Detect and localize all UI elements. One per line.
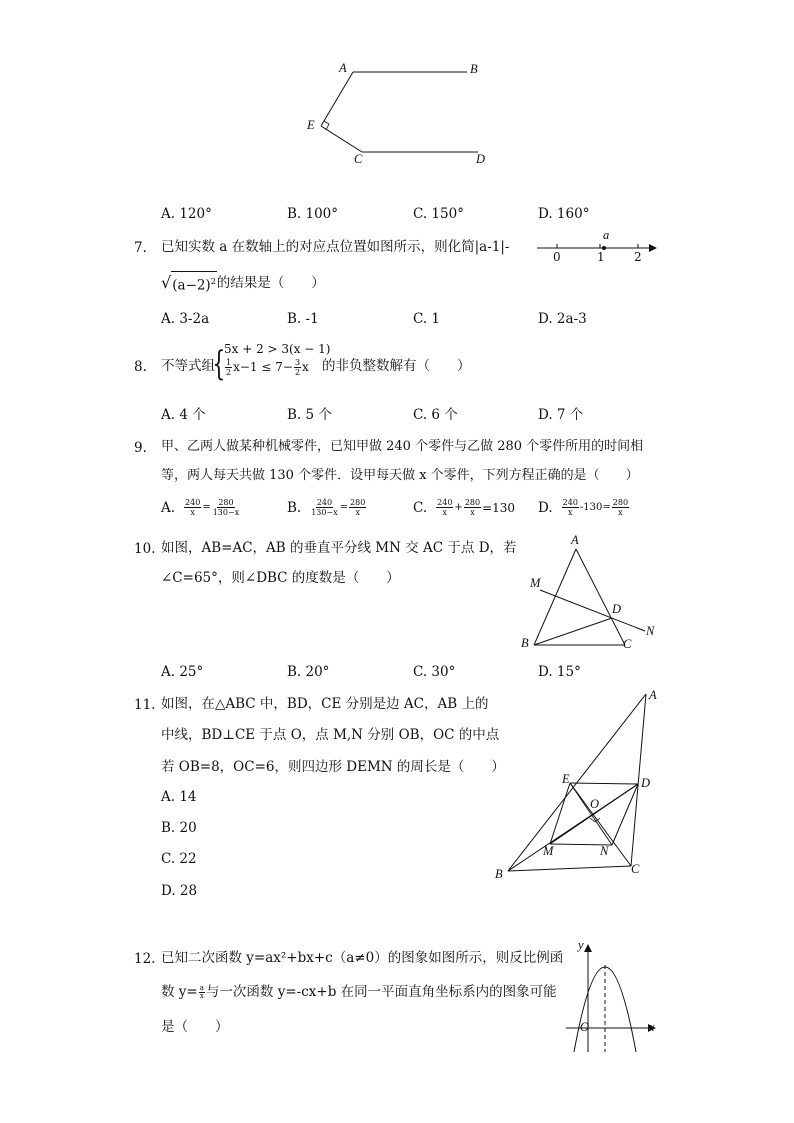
q10-label-N: N <box>646 624 655 638</box>
q12-label-x: x <box>649 1020 655 1034</box>
q7-number: 7. <box>134 240 147 256</box>
q11-line3: 若 OB=8，OC=6，则四边形 DEMN 的周长是（ ） <box>161 759 505 775</box>
q11-option-c[interactable]: C. 22 <box>161 851 197 867</box>
brace-icon: { <box>212 344 226 384</box>
q12-line3: 是（ ） <box>161 1019 229 1035</box>
q9-line1: 甲、乙两人做某种机械零件，已知甲做 240 个零件与乙做 280 个零件所用的时间相 <box>161 439 644 454</box>
q7-tick-0: 0 <box>553 250 561 264</box>
q7-line1: 已知实数 a 在数轴上的对应点位置如图所示，则化简|a-1|- <box>161 239 510 255</box>
label-B: B <box>470 62 478 76</box>
q10-label-A: A <box>571 533 579 547</box>
q11-line2: 中线，BD⊥CE 于点 O，点 M,N 分别 OB，OC 的中点 <box>161 727 500 743</box>
q9-option-b[interactable]: B. $\frac{240}{130-x}$ = $\frac{280}{x}$ <box>287 498 366 517</box>
q11-line1: 如图，在△ABC 中，BD，CE 分别是边 AC，AB 上的 <box>161 696 489 712</box>
q12-line1: 已知二次函数 y=ax²+bx+c（a≠0）的图象如图所示，则反比例函 <box>161 950 564 966</box>
q8-number: 8. <box>134 359 147 375</box>
q11-number: 11. <box>134 697 156 713</box>
q8-ineq2: $\frac{1}{2}$ x−1 ≤ 7− $\frac{3}{2}$ x <box>226 358 309 377</box>
q7-tick-1: 1 <box>597 250 605 264</box>
q6-option-d[interactable]: D. 160° <box>538 206 590 222</box>
q9-option-a[interactable]: A. $\frac{240}{x}$ = $\frac{280}{130-x}$ <box>161 498 240 517</box>
q12-number: 12. <box>134 951 156 967</box>
label-E: E <box>307 118 315 132</box>
q7-option-c[interactable]: C. 1 <box>413 311 441 327</box>
q9-number: 9. <box>134 440 147 456</box>
q9-option-c[interactable]: C. $\frac{240}{x}$ + $\frac{280}{x}$ =130 <box>413 498 516 517</box>
q11-label-A: A <box>649 688 657 702</box>
q10-line1: 如图，AB=AC，AB 的垂直平分线 MN 交 AC 于点 D，若 <box>161 540 517 556</box>
q11-label-M: M <box>543 844 554 858</box>
q6-option-a[interactable]: A. 120° <box>161 206 212 222</box>
q10-number: 10. <box>134 541 156 557</box>
q7-line2-suffix: 的结果是（ ） <box>216 275 325 292</box>
q8-prefix: 不等式组 <box>161 358 215 374</box>
q11-label-O: O <box>590 797 600 811</box>
q8-option-d[interactable]: D. 7 个 <box>538 407 584 423</box>
q11-option-b[interactable]: B. 20 <box>161 820 197 836</box>
q10-label-M: M <box>530 576 541 590</box>
q9-line2: 等，两人每天共做 130 个零件．设甲每天做 x 个零件，下列方程正确的是（ ） <box>161 468 639 483</box>
q10-label-C: C <box>623 637 632 651</box>
q10-label-B: B <box>521 636 529 650</box>
q7-tick-2: 2 <box>634 250 642 264</box>
q8-suffix: 的非负整数解有（ ） <box>322 358 471 374</box>
q7-radical: $(a-2)^2$ <box>171 271 217 296</box>
q12-label-O: O <box>580 1020 590 1034</box>
q10-label-D: D <box>612 602 622 616</box>
label-A: A <box>339 61 347 75</box>
q7-option-d[interactable]: D. 2a-3 <box>538 311 587 327</box>
q11-label-N: N <box>600 844 609 858</box>
q10-option-d[interactable]: D. 15° <box>538 664 581 680</box>
q6-option-b[interactable]: B. 100° <box>287 206 339 222</box>
q8-option-c[interactable]: C. 6 个 <box>413 407 458 423</box>
q6-option-c[interactable]: C. 150° <box>413 206 464 222</box>
q8-ineq1: 5x + 2 > 3(x − 1) <box>224 342 331 356</box>
label-C: C <box>354 152 363 166</box>
q12-line2: 数 y= $\frac{a}{x}$ 与一次函数 y=-cx+b 在同一平面直角坐标系内的图象可能 <box>161 983 557 1000</box>
q11-label-C: C <box>631 862 640 876</box>
q10-line2: ∠C=65°，则∠DBC 的度数是（ ） <box>161 570 400 586</box>
q12-label-y: y <box>578 938 584 952</box>
q8-option-b[interactable]: B. 5 个 <box>287 407 332 423</box>
q7-option-b[interactable]: B. -1 <box>287 311 319 327</box>
q7-option-a[interactable]: A. 3-2a <box>161 311 210 327</box>
q8-option-a[interactable]: A. 4 个 <box>161 407 206 423</box>
q11-label-E: E <box>562 772 570 786</box>
label-D: D <box>476 152 486 166</box>
q10-option-b[interactable]: B. 20° <box>287 664 330 680</box>
q11-label-D: D <box>641 776 651 790</box>
q11-option-d[interactable]: D. 28 <box>161 883 198 899</box>
q10-option-c[interactable]: C. 30° <box>413 664 456 680</box>
q9-option-d[interactable]: D. $\frac{240}{x}$ -130= $\frac{280}{x}$ <box>538 498 629 517</box>
sqrt-sign-icon: √ <box>161 273 172 293</box>
q11-option-a[interactable]: A. 14 <box>161 789 197 805</box>
q10-option-a[interactable]: A. 25° <box>161 664 204 680</box>
q7-point-label: a <box>603 228 610 242</box>
q11-label-B: B <box>495 867 503 881</box>
